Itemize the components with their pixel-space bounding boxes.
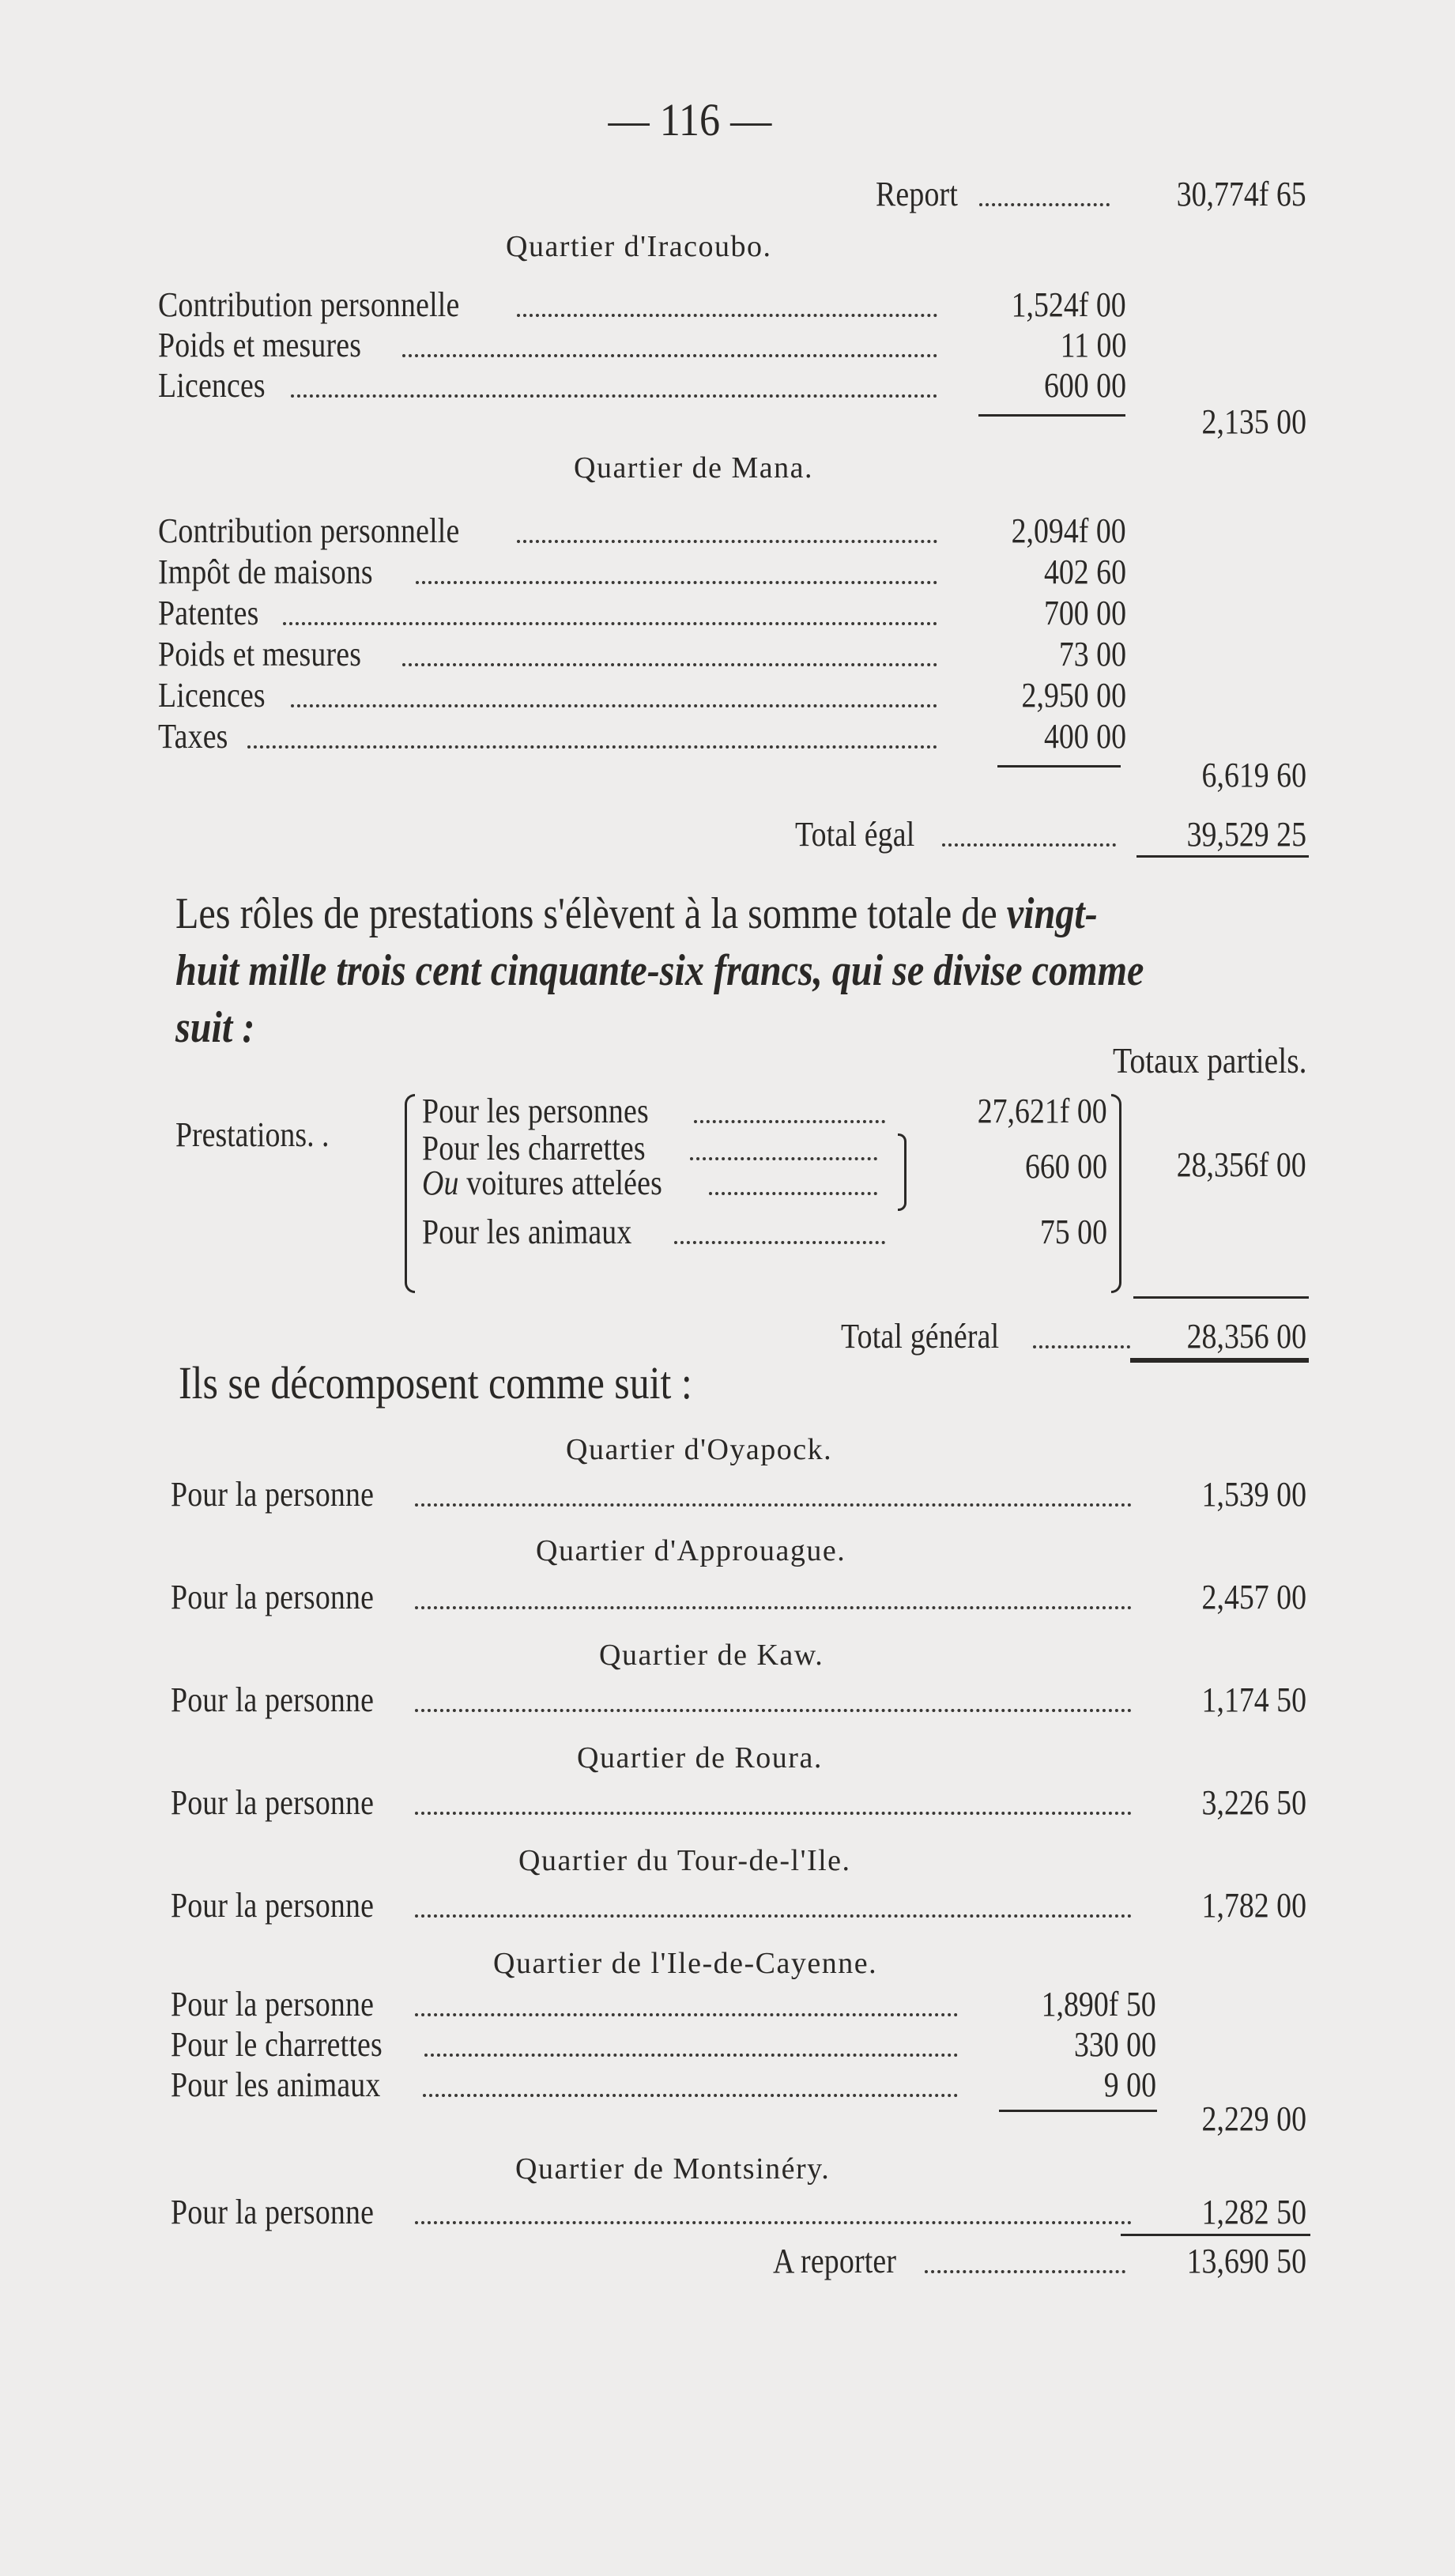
small-brace <box>898 1133 907 1211</box>
subtotal-value: 6,619 60 <box>1201 756 1306 794</box>
dotted-leader <box>690 1157 877 1160</box>
row-label: Pour les animaux <box>171 2065 381 2104</box>
dotted-leader <box>247 745 937 749</box>
bracket-total: 28,356f 00 <box>1177 1145 1306 1184</box>
dotted-leader <box>415 1709 1132 1712</box>
row-value: 400 00 <box>1043 717 1126 756</box>
dotted-leader <box>415 1503 1132 1507</box>
total-egal-label: Total égal <box>795 815 915 854</box>
row-label: Pour le charrettes <box>171 2025 383 2064</box>
dotted-leader <box>517 540 937 543</box>
table-row <box>422 1164 888 1203</box>
paragraph-line-2: huit mille trois cent cinquante-six francs, qui se divise comme <box>175 946 1144 995</box>
table-row <box>158 676 948 715</box>
decompose-heading: Ils se décomposent comme suit : <box>179 1357 692 1409</box>
row-value: 1,539 00 <box>1201 1475 1306 1514</box>
row-value: 11 00 <box>1060 326 1126 364</box>
dotted-leader <box>415 1812 1132 1815</box>
table-row <box>171 2025 969 2065</box>
row-value: 73 00 <box>1058 635 1126 673</box>
table-row <box>171 1783 1143 1823</box>
section-heading-roura: Quartier de Roura. <box>577 1741 823 1775</box>
section-heading-cayenne: Quartier de l'Ile-de-Cayenne. <box>493 1947 878 1980</box>
subtotal-value: 2,135 00 <box>1201 402 1306 441</box>
table-row <box>158 366 948 405</box>
row-value: 2,950 00 <box>1021 676 1126 715</box>
row-label: Pour la personne <box>171 1578 375 1616</box>
table-row <box>171 1475 1143 1514</box>
total-rule <box>1136 855 1309 858</box>
totaux-partiels-label: Totaux partiels. <box>1112 1040 1306 1081</box>
row-value: 1,524f 00 <box>1011 285 1126 324</box>
row-value: 27,621f 00 <box>978 1092 1107 1130</box>
table-row <box>171 1578 1143 1617</box>
row-label: Pour les charrettes <box>422 1129 646 1167</box>
dotted-leader <box>283 622 937 625</box>
page-number: — 116 — <box>608 94 772 145</box>
left-brace <box>405 1094 415 1293</box>
total-general-value: 28,356 00 <box>1186 1317 1306 1356</box>
table-row <box>171 2193 1143 2232</box>
row-label: Pour la personne <box>171 2193 375 2231</box>
table-row <box>171 1680 1143 1720</box>
dotted-leader <box>291 394 937 398</box>
row-value: 1,782 00 <box>1201 1886 1306 1925</box>
row-value: 2,457 00 <box>1201 1578 1306 1616</box>
dotted-leader <box>291 704 937 707</box>
table-row <box>422 1213 896 1252</box>
row-label: Contribution personnelle <box>158 511 460 550</box>
row-label: Pour la personne <box>171 1475 375 1514</box>
section-heading-tour-de-l-ile: Quartier du Tour-de-l'Ile. <box>518 1844 851 1877</box>
dotted-leader <box>415 2221 1132 2224</box>
total-general-row <box>841 1317 1141 1356</box>
paragraph-line-3: suit : <box>175 1003 255 1052</box>
row-value: 1,890f 50 <box>1041 1985 1156 2023</box>
section-heading-montsinery: Quartier de Montsinéry. <box>515 2152 831 2186</box>
dotted-leader <box>979 203 1110 206</box>
section-heading-kaw: Quartier de Kaw. <box>599 1639 824 1672</box>
row-label: Pour la personne <box>171 1783 375 1822</box>
row-value: 1,174 50 <box>1201 1680 1306 1719</box>
subtotal-value: 2,229 00 <box>1201 2099 1306 2138</box>
table-row <box>158 511 948 551</box>
row-label: Pour la personne <box>171 1886 375 1925</box>
dotted-leader <box>402 354 937 357</box>
right-brace <box>1111 1094 1121 1293</box>
prestations-label: Prestations. . <box>175 1115 330 1154</box>
report-value: 30,774f 65 <box>1177 175 1306 213</box>
total-rule <box>1133 1296 1309 1299</box>
table-row <box>158 285 948 325</box>
section-heading-oyapock: Quartier d'Oyapock. <box>566 1433 833 1466</box>
dotted-leader <box>674 1241 885 1244</box>
row-label: Ou voitures attelées <box>422 1164 662 1202</box>
table-row <box>158 594 948 633</box>
total-egal-value: 39,529 25 <box>1186 815 1306 854</box>
prestations-paragraph <box>175 885 1173 1056</box>
row-label: Pour la personne <box>171 1680 375 1719</box>
row-value: 600 00 <box>1043 366 1126 405</box>
row-label: Licences <box>158 366 266 405</box>
row-value: 660 00 <box>1024 1147 1107 1186</box>
subtotal-rule <box>999 2110 1157 2112</box>
table-row <box>158 326 948 365</box>
total-rule-thick <box>1130 1358 1309 1363</box>
row-label: Licences <box>158 676 266 715</box>
dotted-leader <box>709 1192 877 1195</box>
subtotal-rule <box>997 765 1121 768</box>
table-row <box>171 2065 969 2105</box>
table-row <box>422 1092 896 1131</box>
a-reporter-label: A reporter <box>773 2242 897 2280</box>
a-reporter-row <box>773 2242 1136 2281</box>
row-label: Impôt de maisons <box>158 553 373 591</box>
row-label: Contribution personnelle <box>158 285 460 324</box>
row-value: 1,282 50 <box>1201 2193 1306 2231</box>
total-rule <box>1121 2234 1310 2236</box>
row-label: Taxes <box>158 717 228 756</box>
dotted-leader <box>424 2054 958 2057</box>
report-row <box>876 175 1121 214</box>
row-value: 402 60 <box>1043 553 1126 591</box>
row-label: Pour les personnes <box>422 1092 649 1130</box>
row-value: 75 00 <box>1039 1213 1107 1251</box>
dotted-leader <box>415 2013 958 2016</box>
row-label: Patentes <box>158 594 259 632</box>
section-heading-approuague: Quartier d'Approuague. <box>536 1534 846 1567</box>
dotted-leader <box>415 1606 1132 1609</box>
section-heading-iracoubo: Quartier d'Iracoubo. <box>506 230 772 263</box>
row-label: Pour la personne <box>171 1985 375 2023</box>
dotted-leader <box>416 581 937 584</box>
paragraph-line-1: Les rôles de prestations s'élèvent à la somme totale de vingt- <box>175 889 1098 938</box>
row-label: Poids et mesures <box>158 635 362 673</box>
row-label: Pour les animaux <box>422 1213 632 1251</box>
row-value: 3,226 50 <box>1201 1783 1306 1822</box>
total-general-label: Total général <box>841 1317 1000 1356</box>
total-egal-row <box>795 815 1127 854</box>
table-row <box>158 717 948 756</box>
row-value: 2,094f 00 <box>1011 511 1126 550</box>
row-label: Poids et mesures <box>158 326 362 364</box>
report-label: Report <box>876 175 959 213</box>
row-value: 700 00 <box>1043 594 1126 632</box>
dotted-leader <box>942 843 1116 847</box>
a-reporter-value: 13,690 50 <box>1186 2242 1306 2280</box>
dotted-leader <box>402 663 937 666</box>
dotted-leader <box>517 314 937 317</box>
subtotal-rule <box>978 414 1125 417</box>
table-row <box>158 635 948 674</box>
dotted-leader <box>415 1914 1132 1918</box>
dotted-leader <box>1033 1345 1130 1348</box>
row-value: 330 00 <box>1073 2025 1156 2064</box>
table-row <box>171 1985 969 2024</box>
table-row <box>158 553 948 592</box>
table-row <box>171 1886 1143 1925</box>
section-heading-mana: Quartier de Mana. <box>574 451 813 485</box>
dotted-leader <box>694 1120 885 1123</box>
dotted-leader <box>925 2270 1125 2273</box>
dotted-leader <box>423 2094 958 2097</box>
row-value: 9 00 <box>1103 2065 1156 2104</box>
